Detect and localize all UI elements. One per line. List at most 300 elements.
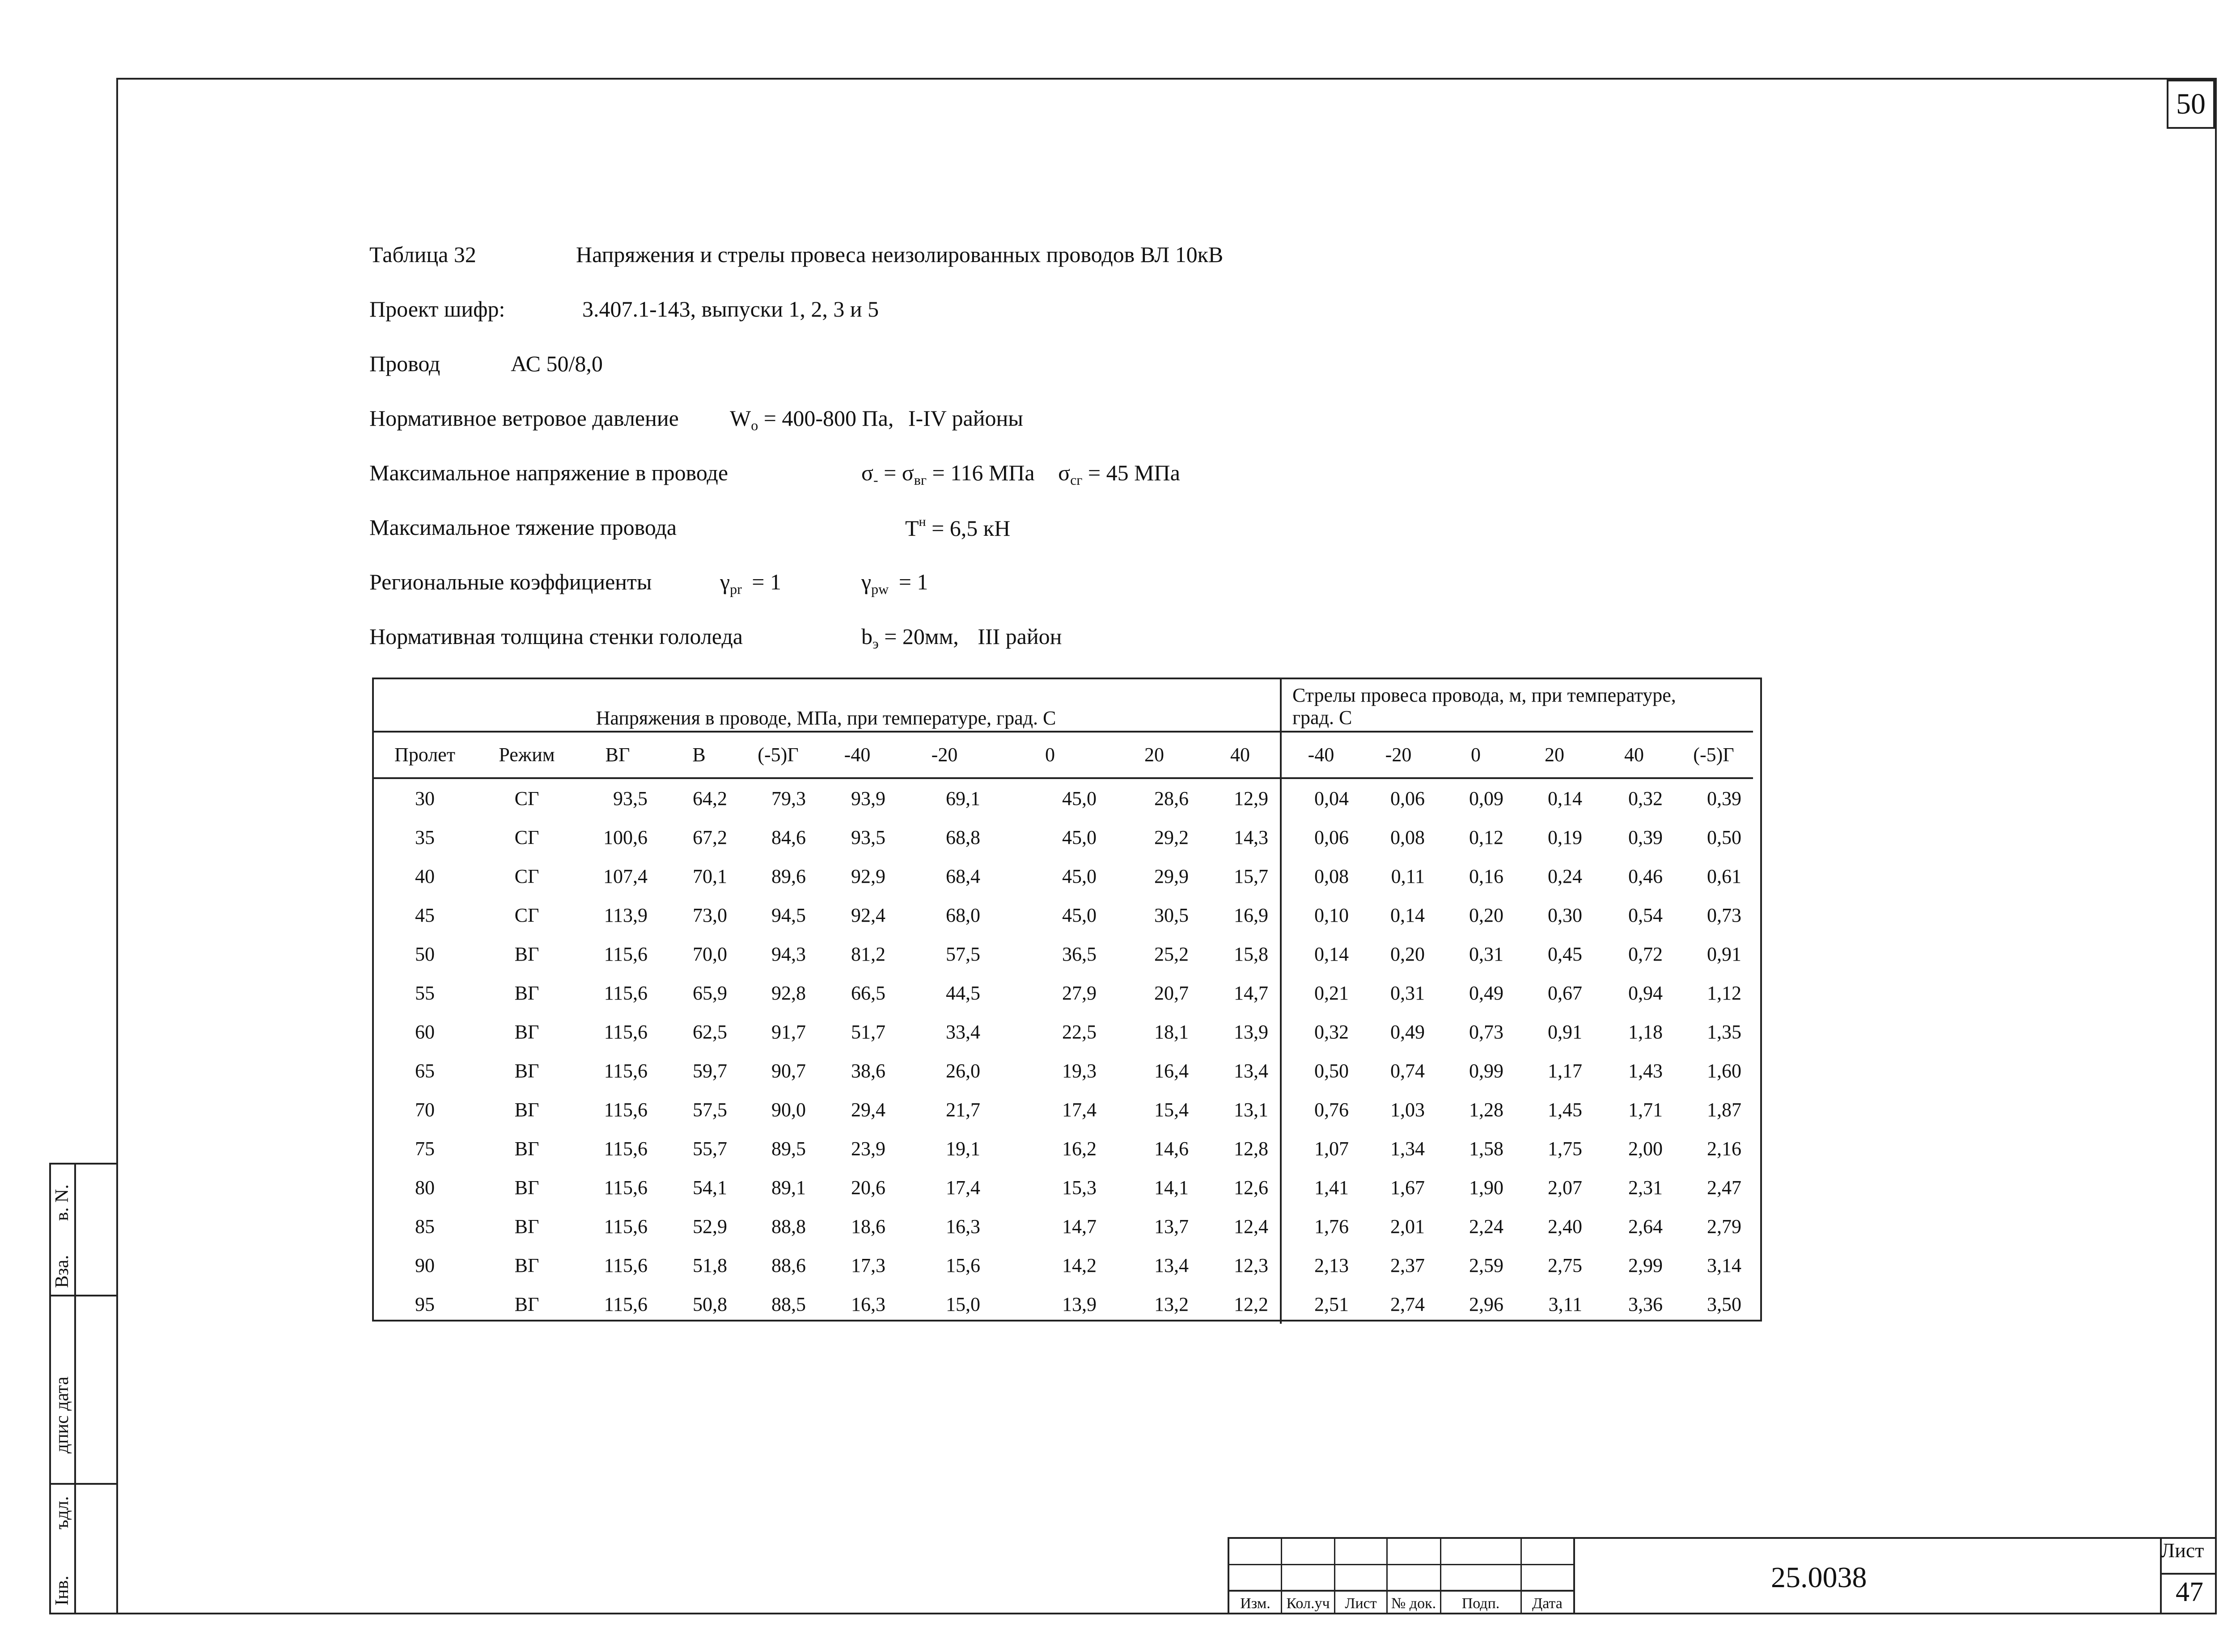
table-cell: 115,6	[604, 982, 648, 1004]
table-cell: 30,5	[1154, 904, 1189, 926]
table-cell: СГ	[514, 826, 539, 848]
page-number: 50	[2167, 80, 2215, 129]
table-cell: 0,50	[1707, 826, 1741, 848]
table-cell: 0,49	[1390, 1021, 1425, 1043]
table-cell: 13,9	[1234, 1021, 1268, 1043]
table-cell: 13,4	[1234, 1060, 1268, 1082]
stamp-inv: Інв.	[52, 1576, 72, 1605]
table-row	[372, 778, 1753, 818]
table-caption	[369, 241, 1224, 267]
table-cell: 2,51	[1281, 1285, 1360, 1324]
column-header-11: -20	[1360, 732, 1436, 778]
document-code: 25.0038	[1771, 1561, 1867, 1594]
table-cell: 0,39	[1707, 788, 1741, 809]
table-cell: 1,07	[1281, 1129, 1360, 1168]
table-cell: 14,7	[1062, 1216, 1097, 1237]
table-cell: 45	[415, 904, 435, 926]
table-cell: 0,21	[1281, 974, 1360, 1012]
table-cell: 1,60	[1707, 1060, 1741, 1082]
table-cell: 1,34	[1390, 1138, 1425, 1160]
table-cell: 29,4	[851, 1099, 885, 1121]
table-cell: 2,00	[1628, 1138, 1663, 1160]
table-cell: 52,9	[693, 1216, 727, 1237]
column-header-10: -40	[1281, 732, 1360, 778]
stamp-sep1	[49, 1295, 116, 1296]
table-cell: 94,5	[771, 904, 806, 926]
table-row	[372, 1012, 1753, 1051]
stress-formula: σ- = σвг = 116 МПа σсг = 45 МПа	[861, 460, 1180, 488]
ice-line	[369, 623, 1062, 652]
column-header-3: В	[659, 732, 739, 778]
table-cell: 51,7	[851, 1021, 885, 1043]
tb-v6	[1573, 1537, 1575, 1614]
table-label: Таблица 32	[369, 242, 476, 267]
tension-line	[369, 514, 1011, 541]
table-cell: 2,96	[1469, 1293, 1503, 1315]
table-cell: 115,6	[604, 1021, 648, 1043]
table-cell: 16,9	[1234, 904, 1268, 926]
table-cell: 54,1	[693, 1177, 727, 1199]
table-cell: 115,6	[604, 1254, 648, 1276]
table-cell: 55,7	[693, 1138, 727, 1160]
table-cell: 0,91	[1707, 943, 1741, 965]
table-cell: 70,1	[693, 865, 727, 887]
column-header-15: (-5)Г	[1674, 732, 1753, 778]
table-cell: 35	[415, 826, 435, 848]
stamp-divider	[74, 1163, 76, 1614]
table-cell: 2,99	[1628, 1254, 1663, 1276]
table-row	[372, 818, 1753, 857]
table-cell: 0,31	[1390, 982, 1425, 1004]
table-row	[372, 974, 1753, 1012]
project-line	[369, 296, 879, 322]
table-cell: 0,73	[1469, 1021, 1503, 1043]
table-cell: 14,2	[1062, 1254, 1097, 1276]
wire-value: АС 50/8,0	[511, 351, 603, 376]
column-header-row	[372, 732, 1753, 778]
table-cell: 25,2	[1154, 943, 1189, 965]
table-cell: 69,1	[946, 788, 980, 809]
table-cell: 1,12	[1707, 982, 1741, 1004]
table-cell: 107,4	[603, 865, 648, 887]
table-cell: 115,6	[604, 1060, 648, 1082]
table-cell: 60	[415, 1021, 435, 1043]
table-cell: 89,5	[771, 1138, 806, 1160]
coef-line	[369, 569, 928, 597]
table-cell: 17,4	[946, 1177, 980, 1199]
ice-formula: bэ = 20мм, III район	[861, 624, 1062, 652]
table-cell: 81,2	[851, 943, 885, 965]
tb-label-podp: Подп.	[1461, 1595, 1500, 1612]
tb-label-list: Лист	[1345, 1595, 1377, 1612]
table-cell: 13,7	[1154, 1216, 1189, 1237]
table-cell: 1,43	[1628, 1060, 1663, 1082]
table-cell: 115,6	[604, 1293, 648, 1315]
table-cell: 1,45	[1548, 1099, 1582, 1121]
table-cell: СГ	[514, 865, 539, 887]
table-cell: 85	[415, 1216, 435, 1237]
table-cell: 90,0	[771, 1099, 806, 1121]
table-cell: 14,6	[1154, 1138, 1189, 1160]
wire-label: Провод	[369, 351, 440, 376]
table-cell: 12,8	[1234, 1138, 1268, 1160]
table-cell: 50,8	[693, 1293, 727, 1315]
stress-label: Максимальное напряжение в проводе	[369, 460, 728, 485]
table-cell: 115,6	[604, 1099, 648, 1121]
table-cell: 95	[415, 1293, 435, 1315]
tb-label-izm: Изм.	[1240, 1595, 1270, 1612]
stamp-outer-left	[49, 1163, 51, 1614]
table-cell: 2,75	[1548, 1254, 1582, 1276]
table-cell: ВГ	[514, 982, 539, 1004]
column-header-12: 0	[1436, 732, 1515, 778]
table-cell: 33,4	[946, 1021, 980, 1043]
table-row	[372, 1051, 1753, 1090]
table-cell: 15,7	[1234, 865, 1268, 887]
group-header-sag: Стрелы провеса провода, м, при температуре, град. С	[1281, 678, 1753, 732]
wind-label: Нормативное ветровое давление	[369, 406, 679, 431]
table-cell: 68,4	[946, 865, 980, 887]
column-header-0: Пролет	[372, 732, 478, 778]
wire-line	[369, 351, 603, 377]
table-cell: 15,3	[1062, 1177, 1097, 1199]
table-cell: 59,7	[693, 1060, 727, 1082]
table-cell: 93,5	[613, 788, 648, 809]
table-cell: 16,3	[851, 1293, 885, 1315]
table-cell: 62,5	[693, 1021, 727, 1043]
table-cell: 115,6	[604, 1216, 648, 1237]
table-row	[372, 896, 1753, 935]
frame-bottom	[49, 1613, 2217, 1614]
table-cell: 2,79	[1707, 1216, 1741, 1237]
table-cell: ВГ	[514, 1293, 539, 1315]
table-cell: 18,1	[1154, 1021, 1189, 1043]
table-cell: 14,1	[1154, 1177, 1189, 1199]
tb-row1	[1228, 1564, 1574, 1565]
column-header-6: -20	[897, 732, 992, 778]
table-cell: 28,6	[1154, 788, 1189, 809]
table-cell: 0,39	[1628, 826, 1663, 848]
table-cell: 12,9	[1234, 788, 1268, 809]
table-cell: 0,49	[1469, 982, 1503, 1004]
table-cell: 84,6	[771, 826, 806, 848]
table-cell: 115,6	[604, 943, 648, 965]
stress-line	[369, 460, 1180, 488]
table-cell: 1,76	[1281, 1207, 1360, 1246]
tb-v3	[1386, 1537, 1388, 1614]
table-cell: 20,6	[851, 1177, 885, 1199]
table-cell: 45,0	[1062, 865, 1097, 887]
table-cell: 12,2	[1234, 1293, 1268, 1315]
sheet-label: Лист	[2161, 1539, 2204, 1562]
table-cell: 3,50	[1707, 1293, 1741, 1315]
table-cell: 88,5	[771, 1293, 806, 1315]
table-cell: 0,06	[1281, 818, 1360, 857]
table-cell: 0,32	[1628, 788, 1663, 809]
column-header-4: (-5)Г	[739, 732, 817, 778]
stamp-inv-n: в. N.	[52, 1184, 72, 1221]
table-cell: 0,99	[1469, 1060, 1503, 1082]
table-cell: ВГ	[514, 1177, 539, 1199]
table-cell: 0,08	[1390, 826, 1425, 848]
table-cell: 19,1	[946, 1138, 980, 1160]
table-cell: 21,7	[946, 1099, 980, 1121]
table-cell: 2,64	[1628, 1216, 1663, 1237]
stamp-top	[49, 1163, 116, 1165]
table-cell: 0,12	[1469, 826, 1503, 848]
table-cell: 0,10	[1281, 896, 1360, 935]
tb-v2	[1334, 1537, 1335, 1614]
tb-v1	[1281, 1537, 1282, 1614]
table-cell: 75	[415, 1138, 435, 1160]
column-header-13: 20	[1515, 732, 1594, 778]
table-cell: 89,1	[771, 1177, 806, 1199]
table-cell: 66,5	[851, 982, 885, 1004]
table-cell: 2,01	[1390, 1216, 1425, 1237]
table-cell: 45,0	[1062, 826, 1097, 848]
table-cell: 16,3	[946, 1216, 980, 1237]
table-cell: 20,7	[1154, 982, 1189, 1004]
tb-label-ndok: № док.	[1391, 1595, 1436, 1612]
table-cell: 0,74	[1390, 1060, 1425, 1082]
table-cell: 89,6	[771, 865, 806, 887]
table-cell: 90,7	[771, 1060, 806, 1082]
table-cell: ВГ	[514, 1216, 539, 1237]
table-cell: 2,31	[1628, 1177, 1663, 1199]
table-cell: 0,54	[1628, 904, 1663, 926]
table-cell: 2,24	[1469, 1216, 1503, 1237]
project-label: Проект шифр:	[369, 297, 505, 322]
table-cell: 0,06	[1390, 788, 1425, 809]
table-cell: ВГ	[514, 1021, 539, 1043]
table-cell: 18,6	[851, 1216, 885, 1237]
table-cell: 17,4	[1062, 1099, 1097, 1121]
tb-top	[1228, 1537, 2217, 1539]
column-header-8: 20	[1108, 732, 1200, 778]
column-header-2: ВГ	[576, 732, 659, 778]
table-cell: 13,2	[1154, 1293, 1189, 1315]
table-cell: 92,4	[851, 904, 885, 926]
table-cell: ВГ	[514, 1099, 539, 1121]
table-cell: 3,14	[1707, 1254, 1741, 1276]
tb-v4	[1440, 1537, 1441, 1614]
table-cell: 92,9	[851, 865, 885, 887]
stamp-sep2	[49, 1483, 116, 1485]
table-cell: 29,2	[1154, 826, 1189, 848]
tb-sheet-mid	[2160, 1573, 2217, 1575]
table-cell: 115,6	[604, 1138, 648, 1160]
stamp-vzam: Вза.	[52, 1255, 72, 1288]
table-cell: 2,37	[1390, 1254, 1425, 1276]
coef2: γpw = 1	[861, 569, 928, 597]
table-cell: 1,35	[1707, 1021, 1741, 1043]
table-cell: 51,8	[693, 1254, 727, 1276]
table-cell: 23,9	[851, 1138, 885, 1160]
table-cell: 3,11	[1548, 1293, 1582, 1315]
table-cell: 1,75	[1548, 1138, 1582, 1160]
table-cell: 57,5	[693, 1099, 727, 1121]
wind-formula: Wo = 400-800 Па, I-IV районы	[730, 406, 1023, 433]
table-cell: 1,28	[1469, 1099, 1503, 1121]
table-cell: 13,9	[1062, 1293, 1097, 1315]
table-cell: 90	[415, 1254, 435, 1276]
table-cell: 0,20	[1469, 904, 1503, 926]
table-row	[372, 1090, 1753, 1129]
table-cell: 2,47	[1707, 1177, 1741, 1199]
table-cell: 0,14	[1281, 935, 1360, 974]
column-header-1: Режим	[478, 732, 576, 778]
table-cell: 79,3	[771, 788, 806, 809]
table-cell: 88,6	[771, 1254, 806, 1276]
tb-left	[1228, 1537, 1229, 1614]
frame-top	[117, 78, 2217, 80]
stamp-podl: ъдл.	[52, 1496, 72, 1529]
table-cell: 2,07	[1548, 1177, 1582, 1199]
tb-v5	[1520, 1537, 1522, 1614]
table-cell: 12,4	[1234, 1216, 1268, 1237]
table-cell: 0,32	[1281, 1012, 1360, 1051]
table-cell: ВГ	[514, 1138, 539, 1160]
table-cell: 26,0	[946, 1060, 980, 1082]
table-cell: 68,8	[946, 826, 980, 848]
table-row	[372, 1246, 1753, 1285]
table-cell: 36,5	[1062, 943, 1097, 965]
table-cell: 0,11	[1391, 865, 1425, 887]
table-cell: 55	[415, 982, 435, 1004]
tb-row2	[1228, 1590, 1574, 1592]
table-cell: 1,58	[1469, 1138, 1503, 1160]
table-cell: 0,72	[1628, 943, 1663, 965]
table-cell: 2,13	[1281, 1246, 1360, 1285]
table-cell: 0,46	[1628, 865, 1663, 887]
table-cell: 1,87	[1707, 1099, 1741, 1121]
table-cell: 65	[415, 1060, 435, 1082]
table-cell: 14,3	[1234, 826, 1268, 848]
table-cell: 15,4	[1154, 1099, 1189, 1121]
table-cell: 13,1	[1234, 1099, 1268, 1121]
table-cell: 15,0	[946, 1293, 980, 1315]
column-header-14: 40	[1594, 732, 1674, 778]
table-cell: 0,14	[1548, 788, 1582, 809]
stamp-podp-data: дпис дата	[52, 1377, 72, 1453]
tb-label-data: Дата	[1532, 1595, 1563, 1612]
table-cell: 1,71	[1628, 1099, 1663, 1121]
table-row	[372, 1168, 1753, 1207]
table-cell: 67,2	[693, 826, 727, 848]
table-cell: 0,91	[1548, 1021, 1582, 1043]
table-cell: 2,59	[1469, 1254, 1503, 1276]
frame-right	[2215, 78, 2217, 1614]
table-cell: 14,7	[1234, 982, 1268, 1004]
table-cell: 92,8	[771, 982, 806, 1004]
sheet-number: 47	[2176, 1577, 2203, 1607]
ice-label: Нормативная толщина стенки гололеда	[369, 624, 743, 649]
table-body	[372, 778, 1753, 1324]
table-cell: 44,5	[946, 982, 980, 1004]
table-cell: 50	[415, 943, 435, 965]
table-cell: 2,40	[1548, 1216, 1582, 1237]
table-cell: 0,45	[1548, 943, 1582, 965]
table-cell: 3,36	[1628, 1293, 1663, 1315]
table-cell: 1,03	[1390, 1099, 1425, 1121]
table-cell: 93,9	[851, 788, 885, 809]
table-cell: 1,41	[1281, 1168, 1360, 1207]
table-cell: 100,6	[603, 826, 648, 848]
table-cell: 0,09	[1469, 788, 1503, 809]
table-cell: 0,61	[1707, 865, 1741, 887]
table-cell: 16,2	[1062, 1138, 1097, 1160]
table-cell: 68,0	[946, 904, 980, 926]
wind-line	[369, 405, 1023, 433]
table-cell: 45,0	[1062, 904, 1097, 926]
table-row	[372, 1129, 1753, 1168]
table-cell: 0,16	[1469, 865, 1503, 887]
table-row	[372, 857, 1753, 896]
table-cell: 65,9	[693, 982, 727, 1004]
coef1: γpr = 1	[720, 569, 781, 597]
table-cell: 40	[415, 865, 435, 887]
table-cell: 2,16	[1707, 1138, 1741, 1160]
table-cell: 1,90	[1469, 1177, 1503, 1199]
table-cell: ВГ	[514, 1060, 539, 1082]
table-cell: 1,17	[1548, 1060, 1582, 1082]
table-cell: 16,4	[1154, 1060, 1189, 1082]
table-cell: ВГ	[514, 1254, 539, 1276]
table-row	[372, 1285, 1753, 1324]
table-cell: ВГ	[514, 943, 539, 965]
table-cell: 1,18	[1628, 1021, 1663, 1043]
coef-label: Региональные коэффициенты	[369, 569, 652, 594]
table-row	[372, 1207, 1753, 1246]
table-cell: 115,6	[604, 1177, 648, 1199]
column-header-7: 0	[992, 732, 1108, 778]
table-cell: СГ	[514, 904, 539, 926]
table-cell: 15,8	[1234, 943, 1268, 965]
table-cell: 88,8	[771, 1216, 806, 1237]
tension-label: Максимальное тяжение провода	[369, 515, 677, 540]
table-cell: 70,0	[693, 943, 727, 965]
table-cell: 64,2	[693, 788, 727, 809]
table-cell: СГ	[514, 788, 539, 809]
table-cell: 93,5	[851, 826, 885, 848]
table-cell: 80	[415, 1177, 435, 1199]
table-cell: 0,31	[1469, 943, 1503, 965]
table-cell: 0,67	[1548, 982, 1582, 1004]
group-header-stress: Напряжения в проводе, МПа, при температуре, град. С	[372, 678, 1281, 732]
table-cell: 0,24	[1548, 865, 1582, 887]
column-header-5: -40	[817, 732, 897, 778]
table-cell: 0,50	[1281, 1051, 1360, 1090]
table-cell: 0,73	[1707, 904, 1741, 926]
tb-label-kolich: Кол.уч	[1286, 1595, 1330, 1612]
table-cell: 19,3	[1062, 1060, 1097, 1082]
table-cell: 0,76	[1281, 1090, 1360, 1129]
table-title: Напряжения и стрелы провеса неизолированных проводов ВЛ 10кВ	[576, 242, 1224, 267]
table-cell: 0,04	[1281, 778, 1360, 818]
table-cell: 17,3	[851, 1254, 885, 1276]
sag-stress-table	[372, 678, 1753, 1324]
table-cell: 70	[415, 1099, 435, 1121]
table-cell: 0,20	[1390, 943, 1425, 965]
table-cell: 30	[415, 788, 435, 809]
table-row	[372, 935, 1753, 974]
table-cell: 13,4	[1154, 1254, 1189, 1276]
table-cell: 29,9	[1154, 865, 1189, 887]
table-cell: 1,67	[1390, 1177, 1425, 1199]
table-cell: 12,6	[1234, 1177, 1268, 1199]
table-cell: 73,0	[693, 904, 727, 926]
table-cell: 91,7	[771, 1021, 806, 1043]
